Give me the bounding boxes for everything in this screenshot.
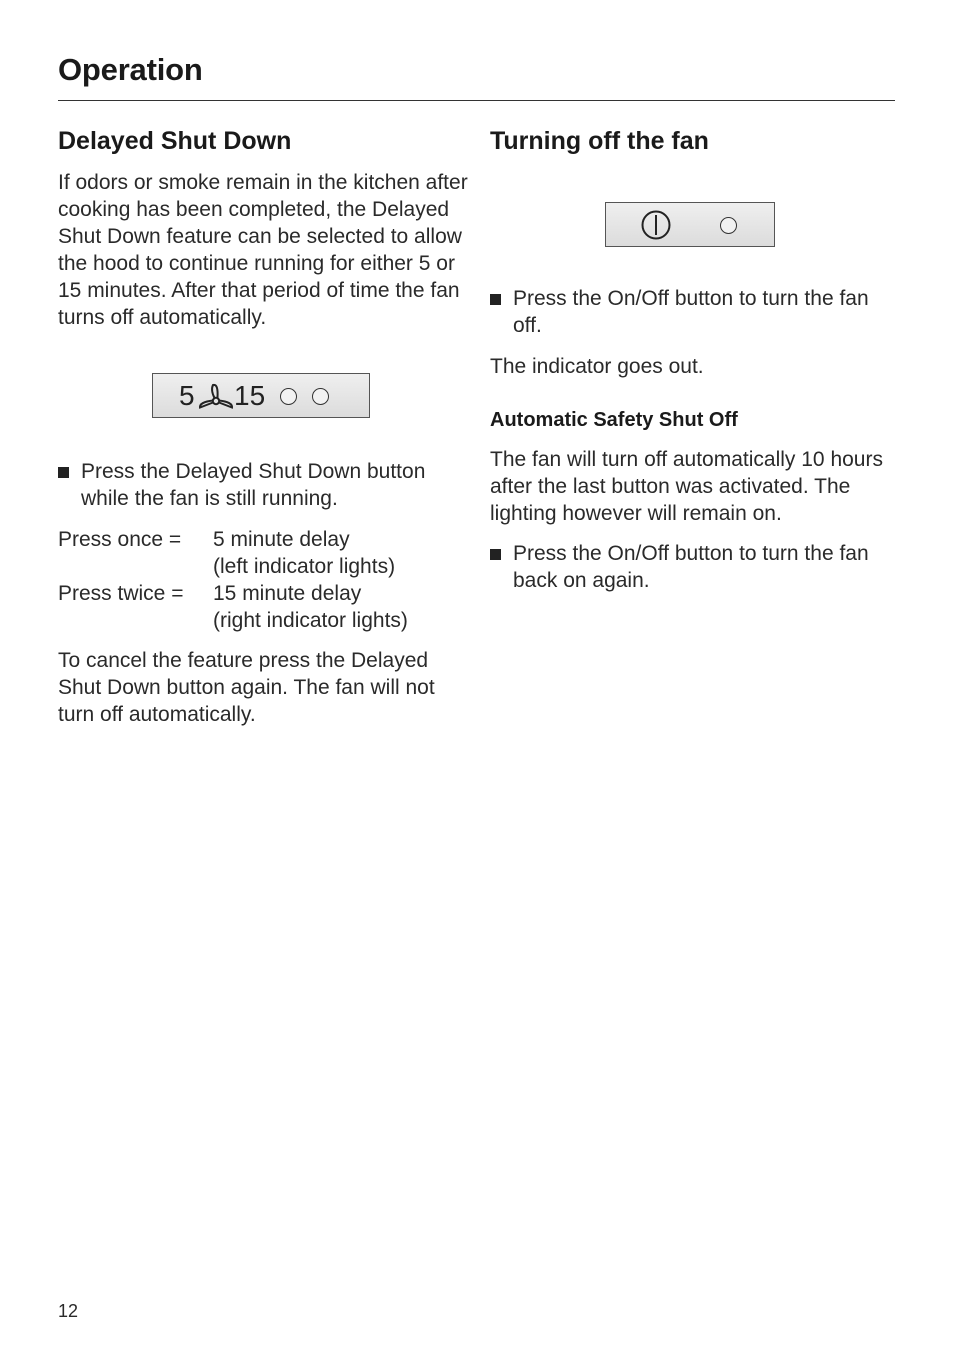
panel-label-15: 15 bbox=[234, 380, 266, 411]
page-title: Operation bbox=[58, 52, 203, 87]
on-off-panel bbox=[605, 202, 775, 247]
bullet-text: Press the Delayed Shut Down button while the fan is still running. bbox=[81, 460, 426, 510]
delay-value: 15 minute delay bbox=[213, 582, 362, 605]
bullet-text: Press the On/Off button to turn the fan back on again. bbox=[513, 542, 869, 592]
panel-label-5: 5 bbox=[179, 380, 195, 411]
bullet-square-icon bbox=[58, 467, 69, 478]
delayed-shut-down-intro: If odors or smoke remain in the kitchen after cooking has been completed, the Delayed Shut Down feature can be selected to allow the hood to continue running for either 5 or 15 minutes. After that period of time the fan turns off automatically. bbox=[58, 171, 468, 329]
delay-value: 5 minute delay bbox=[213, 528, 350, 551]
delay-row-label: Press once = bbox=[58, 528, 182, 551]
delay-row-value bbox=[213, 580, 408, 634]
bullet-text: Press the On/Off button to turn the fan off. bbox=[513, 287, 869, 337]
delayed-shut-down-section bbox=[58, 124, 468, 728]
cancel-instructions: To cancel the feature press the Delayed Shut Down button again. The fan will not turn off automatically. bbox=[58, 649, 435, 726]
right-indicator-light bbox=[312, 388, 329, 405]
delay-note: (left indicator lights) bbox=[213, 555, 396, 578]
title-divider bbox=[58, 100, 895, 101]
delay-row-twice bbox=[58, 580, 468, 634]
bullet-square-icon bbox=[490, 294, 501, 305]
bullet-square-icon bbox=[490, 549, 501, 560]
safety-shut-off-text: The fan will turn off automatically 10 hours after the last button was activated. The lighting however will remain on. bbox=[490, 448, 883, 525]
power-icon bbox=[640, 209, 672, 241]
fan-icon bbox=[198, 382, 234, 412]
indicator-goes-out-text: The indicator goes out. bbox=[490, 355, 704, 378]
delay-row-value bbox=[213, 526, 395, 580]
section-heading-turning-off-fan: Turning off the fan bbox=[490, 127, 709, 155]
bullet-delayed-shut-down bbox=[58, 458, 468, 512]
delay-row-once bbox=[58, 526, 468, 580]
delayed-shut-down-panel bbox=[152, 373, 370, 418]
delay-row-label: Press twice = bbox=[58, 582, 184, 605]
delay-table bbox=[58, 526, 468, 634]
subheading-automatic-safety-shut-off: Automatic Safety Shut Off bbox=[490, 409, 738, 431]
section-heading-delayed-shut-down: Delayed Shut Down bbox=[58, 127, 292, 155]
page-number: 12 bbox=[58, 1301, 79, 1321]
bullet-turn-on-again bbox=[490, 540, 890, 594]
bullet-turn-off bbox=[490, 285, 890, 339]
turning-off-fan-section bbox=[490, 124, 890, 594]
delay-note: (right indicator lights) bbox=[213, 609, 408, 632]
on-off-indicator-light bbox=[720, 217, 737, 234]
left-indicator-light bbox=[280, 388, 297, 405]
